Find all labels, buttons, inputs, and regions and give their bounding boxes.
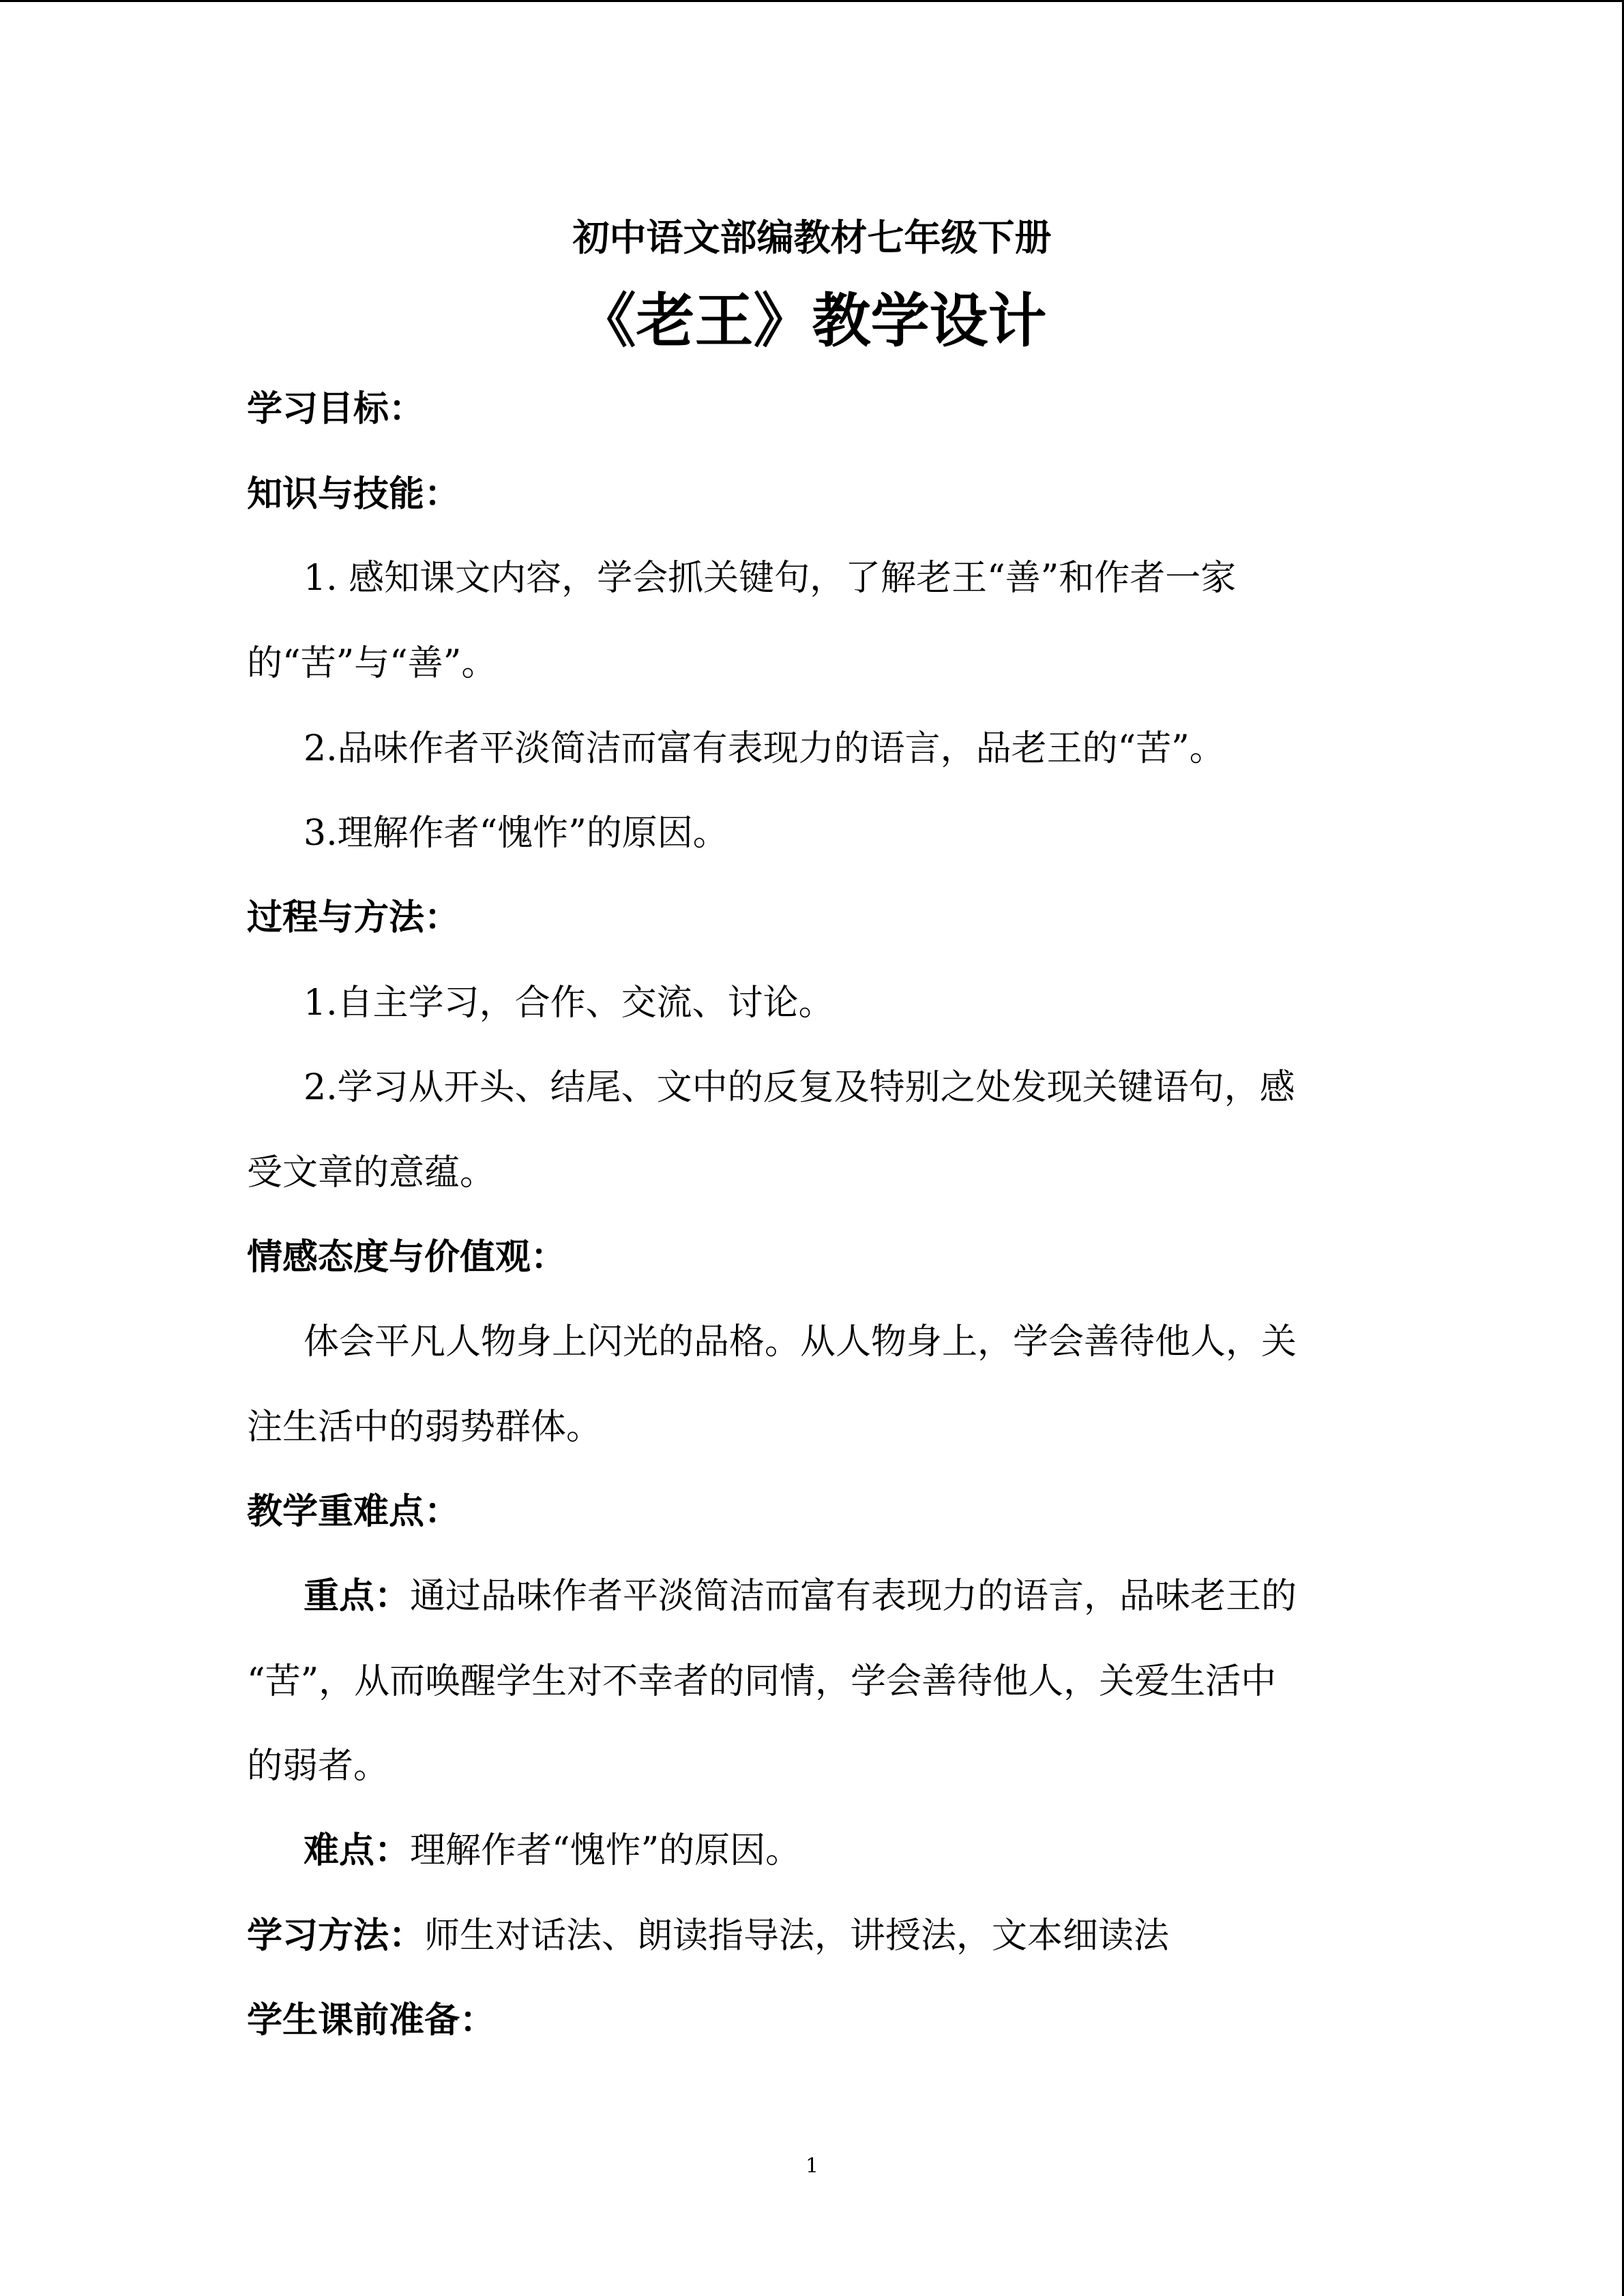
emotion-line-1: 体会平凡人物身上闪光的品格。从人物身上，学会善待他人，关 xyxy=(304,1322,1297,1362)
knowledge-item-2: 2.品味作者平淡简洁而富有表现力的语言，品老王的“苦”。 xyxy=(304,728,1225,769)
knowledge-item-1-line-2: 的“苦”与“善”。 xyxy=(247,643,497,684)
knowledge-item-3: 3.理解作者“愧怍”的原因。 xyxy=(304,813,728,854)
key-point-line-3: 的弱者。 xyxy=(247,1746,389,1787)
hard-point-label: 难点： xyxy=(304,1830,411,1871)
document-subtitle: 初中语文部编教材七年级下册 xyxy=(572,216,1052,259)
emotion-heading: 情感态度与价值观： xyxy=(247,1237,567,1278)
key-point-text: 通过品味作者平淡简洁而富有表现力的语言，品味老王的 xyxy=(410,1576,1297,1617)
key-point-line-1 xyxy=(304,1576,1297,1617)
process-item-2-line-1: 2.学习从开头、结尾、文中的反复及特别之处发现关键语句，感 xyxy=(304,1067,1295,1108)
process-item-1: 1.自主学习，合作、交流、讨论。 xyxy=(304,983,834,1024)
learning-method-label: 学习方法： xyxy=(247,1915,425,1956)
knowledge-item-1-line-1: 1. 感知课文内容，学会抓关键句，了解老王“善”和作者一家 xyxy=(304,558,1237,599)
process-item-2-line-2: 受文章的意蕴。 xyxy=(247,1152,496,1193)
key-point-line-2: “苦”，从而唤醒学生对不幸者的同情，学会善待他人，关爱生活中 xyxy=(247,1661,1277,1702)
document-title: 《老王》教学设计 xyxy=(577,287,1047,355)
page-border-top xyxy=(0,0,1624,2)
process-heading: 过程与方法： xyxy=(247,897,460,938)
objectives-heading: 学习目标： xyxy=(247,389,425,430)
learning-method-text: 师生对话法、朗读指导法，讲授法，文本细读法 xyxy=(424,1915,1170,1956)
emotion-line-2: 注生活中的弱势群体。 xyxy=(247,1407,602,1448)
difficulty-heading: 教学重难点： xyxy=(247,1491,460,1532)
knowledge-heading: 知识与技能： xyxy=(247,474,460,515)
key-point-label: 重点： xyxy=(304,1576,411,1617)
prep-heading: 学生课前准备： xyxy=(247,2000,496,2041)
hard-point-text: 理解作者“愧怍”的原因。 xyxy=(410,1830,801,1871)
hard-point xyxy=(304,1830,801,1871)
learning-method xyxy=(247,1915,1170,1956)
page-number: 1 xyxy=(805,2154,819,2178)
